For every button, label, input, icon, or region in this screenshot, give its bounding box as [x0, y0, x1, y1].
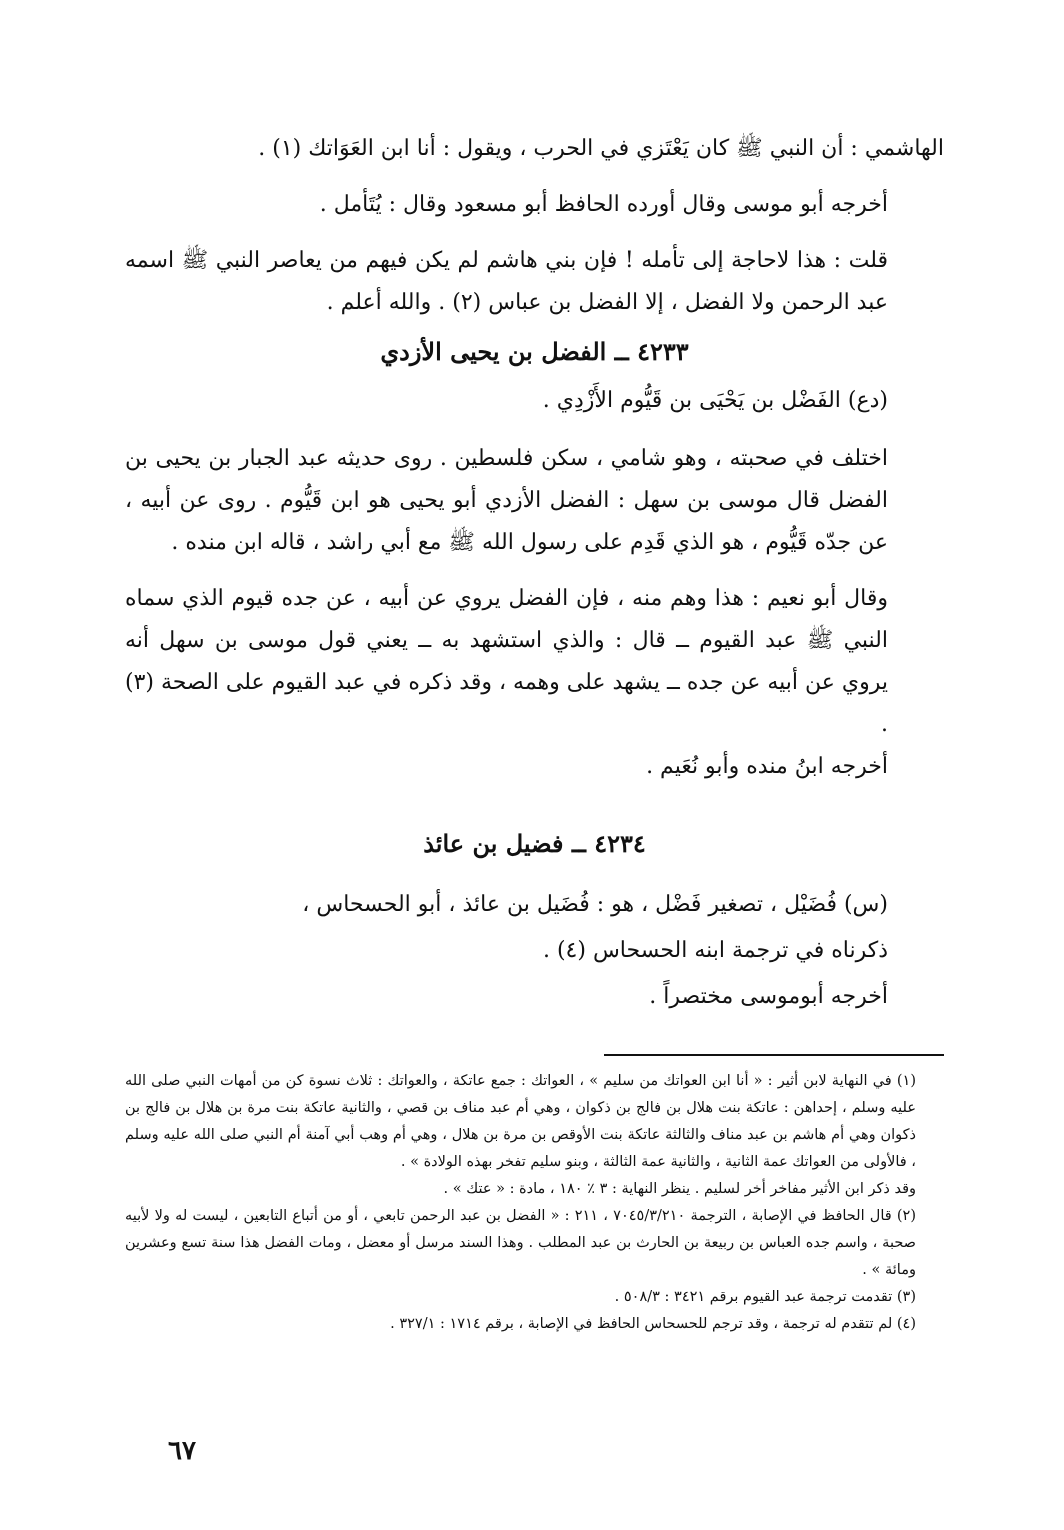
footnote-1: (١) في النهاية لابن أثير : « أنا ابن العواتك من سليم » ، العواتك : جمع عاتكة ، والعواتك : ثلاث نسوة كن من أمهات النبي صلى الله عليه وسلم ، إحداهن : عاتكة بنت هلال بن فالج بن ذكوان ، وهي أم عبد مناف بن قصي ، والثانية عاتكة بنت مرة بن هلال بن فالج بن ذكوان وهي أم هاشم بن عبد مناف والثالثة عاتكة بنت الأوقص بن مرة بن هلال ، وهي أم وهب أبي آمنة أم النبي صلى الله عليه وسلم ، فالأولى من العواتك عمة الثانية ، والثانية عمة الثالثة ، وبنو سليم تفخر بهذه الولادة » . [125, 1073, 916, 1170]
footnote-4: (٤) لم تتقدم له ترجمة ، وقد ترجم للحسحاس الحافظ في الإصابة ، برقم ١٧١٤ : ٣٢٧/١ . [390, 1316, 916, 1332]
footnote-divider [604, 1054, 944, 1056]
footnote-2: (٢) قال الحافظ في الإصابة ، الترجمة ٧٠٤٥/٣/٢١٠ ، ٢١١ : « الفضل بن عبد الرحمن تابعي ، أو من أتباع التابعين ، ليست له ولا لأبيه صحبة ، واسم جده العباس بن ربيعة بن الحارث بن عبد المطلب . وهذا السند مرسل أو معضل ، ومات الفضل هذا سنة تسع وعشرين ومائة » . [125, 1208, 916, 1278]
takhrij-line-1: أخرجه أبو موسى وقال أورده الحافظ أبو مسعود وقال : يُتَأمل . [319, 192, 888, 217]
qultu-paragraph: قلت : هذا لاحاجة إلى تأمله ! فإن بني هاشم لم يكن فيهم من يعاصر النبي ﷺ اسمه عبد الرحمن ولا الفضل ، إلا الفضل بن عباس (٢) . والله أعلم . [125, 248, 888, 315]
entry-4233-paragraph-1: اختلف في صحبته ، وهو شامي ، سكن فلسطين . روى حديثه عبد الجبار بن يحيى بن الفضل قال موسى بن سهل : الفضل الأزدي أبو يحيى هو ابن قَيُّوم . روى عن أبيه ، عن جدّه قَيُّوم ، هو الذي قَدِم على رسول الله ﷺ مع أبي راشد ، قاله ابن منده . [125, 446, 888, 555]
entry-4233-takhrij: أخرجه ابنُ منده وأبو نُعَيم . [646, 754, 888, 779]
footnote-1-extra: وقد ذكر ابن الأثير مفاخر أخر لسليم . ينظر النهاية : ٣ ٪ ١٨٠ ، مادة : « عتك » . [443, 1181, 916, 1197]
intro-paragraph: الهاشمي : أن النبي ﷺ كان يَعْتَزي في الحرب ، ويقول : أنا ابن العَوَاتك (١) . [258, 136, 944, 161]
entry-4234-takhrij: أخرجه أبوموسى مختصراً . [649, 984, 888, 1009]
entry-4234-line-2: ذكرناه في ترجمة ابنه الحسحاس (٤) . [542, 938, 888, 963]
footnotes [125, 1068, 944, 1338]
entry-heading-4234: ٤٢٣٤ ــ فضيل بن عائذ [423, 829, 646, 858]
footnote-3: (٣) تقدمت ترجمة عبد القيوم برقم ٣٤٢١ : ٥٠٨/٣ . [614, 1289, 916, 1305]
entry-4234-name-line: (س) فُضَيْل ، تصغير فَضْل ، هو : فُضَيل بن عائذ ، أبو الحسحاس ، [302, 892, 888, 917]
footnote-divider-wrap [125, 1054, 944, 1056]
page-number: ٦٧ [168, 1436, 196, 1466]
entry-heading-4233: ٤٢٣٣ ــ الفضل بن يحيى الأزدي [380, 337, 689, 366]
entry-4233-name-line: (دع) الفَضْل بن يَحْيَى بن قَيُّوم الأَزْدِي . [542, 388, 888, 413]
entry-4233-paragraph-2: وقال أبو نعيم : هذا وهم منه ، فإن الفضل يروي عن أبيه ، عن جده قيوم الذي سماه النبي ﷺ عبد القيوم ــ قال : والذي استشهد به ــ يعني قول موسى بن سهل أنه يروي عن أبيه عن جده ــ يشهد على وهمه ، وقد ذكره في عبد القيوم على الصحة (٣) . [125, 586, 888, 737]
